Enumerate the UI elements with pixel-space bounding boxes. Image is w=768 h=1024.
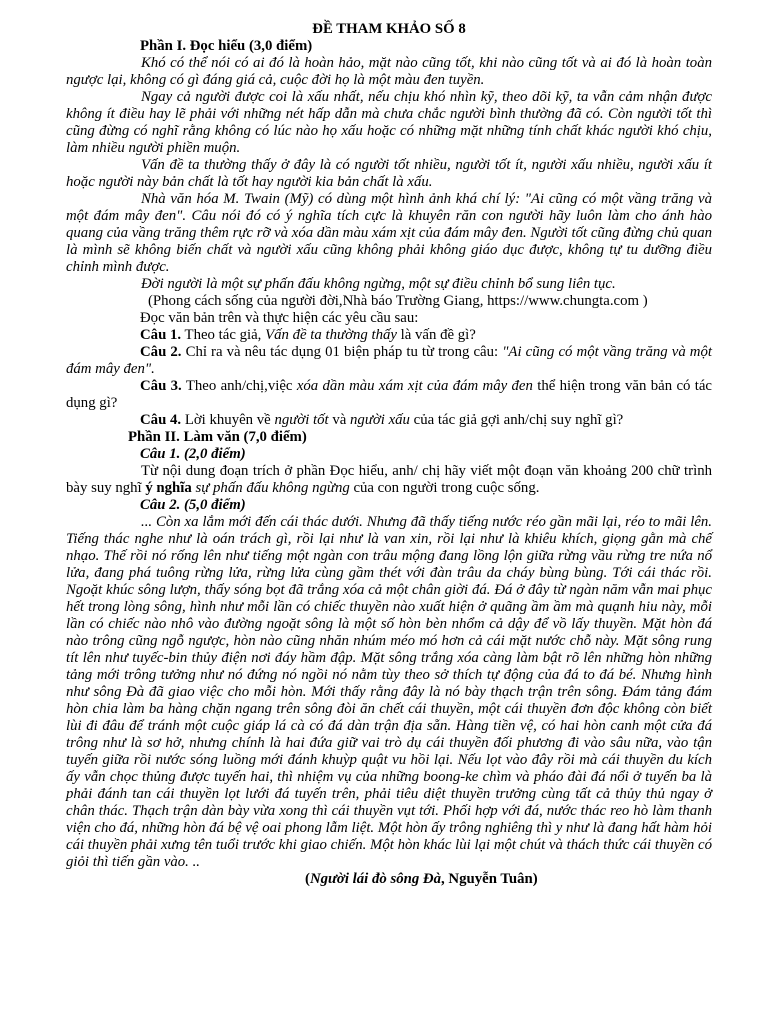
essay-question-1-label: Câu 1. (2,0 điểm) [140,446,246,462]
reading-paragraph-4: Nhà văn hóa M. Twain (Mỹ) có dùng một hình ảnh khá chí lý: "Ai cũng có một vầng trăng và một đám mây đen". Câu nói đó có ý nghĩa tích cực là khuyên răn con người hãy luôn làm cho ánh hào quang của vầng trăng thêm rực rỡ và xóa dần màu xám xịt của đám mây đen. Người tốt cũng đừng chủ quan là mình sẽ không biến chất và người xấu cũng không phải không giáo dục được, không tự tu dưỡng điều chỉnh mình được. [66,191,712,275]
question-3-text: Theo anh/chị,việc [181,378,297,394]
question-1 [66,327,712,344]
reading-paragraph-5: Đời người là một sự phấn đấu không ngừng, một sự điều chỉnh bổ sung liên tục. [141,276,616,292]
question-3-label: Câu 3. [140,378,182,394]
reading-paragraph-1: Khó có thể nói có ai đó là hoàn hảo, mặt nào cũng tốt, khi nào cũng tốt và ai đó là hoàn toàn ngược lại, không có gì đáng giá cả, cuộc đời họ là một màu đen tuyền. [66,55,712,88]
question-2-quote: "Ai cũng có một vầng trăng và một đám mây đen". [66,344,713,377]
source-open: ( [305,871,310,887]
question-4-text: Lời khuyên về [181,412,275,428]
question-1-italic: Vấn đề ta thường thấy [265,327,397,343]
question-2 [66,344,712,378]
reading-source: (Phong cách sống của người đời,Nhà báo Trường Giang, https://www.chungta.com ) [148,293,648,309]
question-4-italic-good: người tốt [274,412,329,428]
source-author: , Nguyễn Tuân) [441,871,538,887]
source-work-title: Người lái đò sông Đà [309,871,442,887]
essay-question-1-italic: sự phấn đấu không ngừng [191,480,350,496]
reading-paragraph-3: Vấn đề ta thường thấy ở đây là có người tốt nhiều, người tốt ít, người xấu nhiều, người xấu ít hoặc người này bản chất là tốt hay người kia bản chất là xấu. [66,157,712,190]
essay-question-1-prompt [66,463,712,497]
question-2-text: Chỉ ra và nêu tác dụng 01 biện pháp tu từ trong câu: [181,344,503,360]
essay-question-1-bold: ý nghĩa [145,480,192,496]
exam-title: ĐỀ THAM KHẢO SỐ 8 [312,21,466,37]
essay-passage-source [66,871,712,888]
question-4-text-end: của tác giả gợi anh/chị suy nghĩ gì? [409,412,624,428]
part1-heading: Phần I. Đọc hiểu (3,0 điểm) [140,38,313,54]
question-1-label: Câu 1. [140,327,182,343]
reading-paragraph-2: Ngay cả người được coi là xấu nhất, nếu chịu khó nhìn kỹ, theo dõi kỹ, ta vẫn cảm nhận được không ít điều hay lẽ phải với những nét hấp dẫn mà chưa chắc người bình thường đã có. Còn người tốt thì cũng đừng có nghĩ rằng không có lúc nào họ xấu hoặc có những mặt những tính chất khác người khó chịu, làm nhiều người phiền muộn. [66,89,712,156]
part2-heading: Phần II. Làm văn (7,0 điểm) [128,429,307,445]
essay-question-1-text-end: của con người trong cuộc sống. [349,480,540,496]
question-1-text: Theo tác giả, [181,327,266,343]
question-2-label: Câu 2. [140,344,182,360]
essay-question-2-label: Câu 2. (5,0 điểm) [140,497,246,513]
question-4-text-and: và [328,412,351,428]
question-4 [66,412,712,429]
question-4-italic-bad: người xấu [350,412,410,428]
exam-page [66,21,712,888]
question-3-text-end: thể hiện trong văn bản có tác dụng gì? [66,378,712,411]
question-3 [66,378,712,412]
reading-instruction: Đọc văn bản trên và thực hiện các yêu cầu sau: [140,310,419,326]
question-4-label: Câu 4. [140,412,182,428]
question-3-italic: xóa dần màu xám xịt của đám mây đen [296,378,533,394]
essay-question-2-passage: ... Còn xa lắm mới đến cái thác dưới. Nhưng đã thấy tiếng nước réo gần mãi lại, réo to mãi lên. Tiếng thác nghe như là oán trách gì, rồi lại như là van xin, rồi lại như là khiêu khích, giọng gằn mà chế nhạo. Thế rồi nó rống lên như tiếng một ngàn con trâu mộng đang lồng lộn giữa rừng vầu rừng tre nứa nổ lửa, đang phá tuông rừng lửa, rừng lửa cùng gầm thét với đàn trâu da cháy bùng bùng. Tới cái thác rồi. Ngoặt khúc sông lượn, thấy sóng bọt đã trắng xóa cả một chân giời đá. Đá ở đây từ ngàn năm vẫn mai phục hết trong lòng sông, hình như mỗi lần có chiếc thuyền nào xuất hiện ở quãng ầm ầm mà quạnh hiu này, mỗi lần có chiếc nào nhô vào đường ngoặt sông là một số hòn bèn nhổm cả dậy để vồ lấy thuyền. Mặt hòn đá nào trông cũng ngỗ ngược, hòn nào cũng nhăn nhúm méo mó hơn cả cái mặt nước chỗ này. Mặt sông rung tít lên như tuyếc-bin thủy điện nơi đáy hầm đập. Mặt sông trắng xóa càng làm bật rõ lên những hòn những tảng mới trông tưởng như nó đứng nó ngồi nó nằm tùy theo sở thích tự động của đá to đá bé. Nhưng hình như sông Đà đã giao việc cho mỗi hòn. Mới thấy rằng đây là nó bày thạch trận trên sông. Đám tảng đám hòn chia làm ba hàng chặn ngang trên sông đòi ăn chết cái thuyền, một cái thuyền đơn độc không còn biết lùi đi đâu để tránh một cuộc giáp lá cà có đá dàn trận địa sẵn. Hàng tiền vệ, có hai hòn canh một cửa đá trông như là sơ hở, nhưng chính là hai đứa giữ vai trò dụ cái thuyền đối phương đi vào sâu nữa, vào tận tuyến giữa rồi nước sóng luồng mới đánh khuỳp quật vu hồi lại. Nếu lọt vào đây rồi mà cái thuyền du kích ấy vẫn chọc thủng được tuyến hai, thì nhiệm vụ của những boong-ke chìm và pháo đài đá nổi ở tuyến ba là phải đánh tan cái thuyền lọt lưới đá tuyến trên, phải tiêu diệt thuyền trưởng cùng tất cả thủy thủ ngay ở chân thác. Thạch trận dàn bày vừa xong thì cái thuyền vụt tới. Phối hợp với đá, nước thác reo hò làm thanh viện cho đá, những hòn đá bệ vệ oai phong lẫm liệt. Một hòn ấy trông nghiêng thì y như là đang hất hàm hỏi cái thuyền phải xưng tên tuổi trước khi giao chiến. Một hòn khác lùi lại một chút và thách thức cái thuyền có giỏi thì tiến gần vào. .. [66,514,712,870]
essay-question-1-text: Từ nội dung đoạn trích ở phần Đọc hiểu, anh/ chị hãy viết một đoạn văn khoảng 200 chữ trình bày suy nghĩ [66,463,712,496]
question-1-text-end: là vấn đề gì? [396,327,476,343]
